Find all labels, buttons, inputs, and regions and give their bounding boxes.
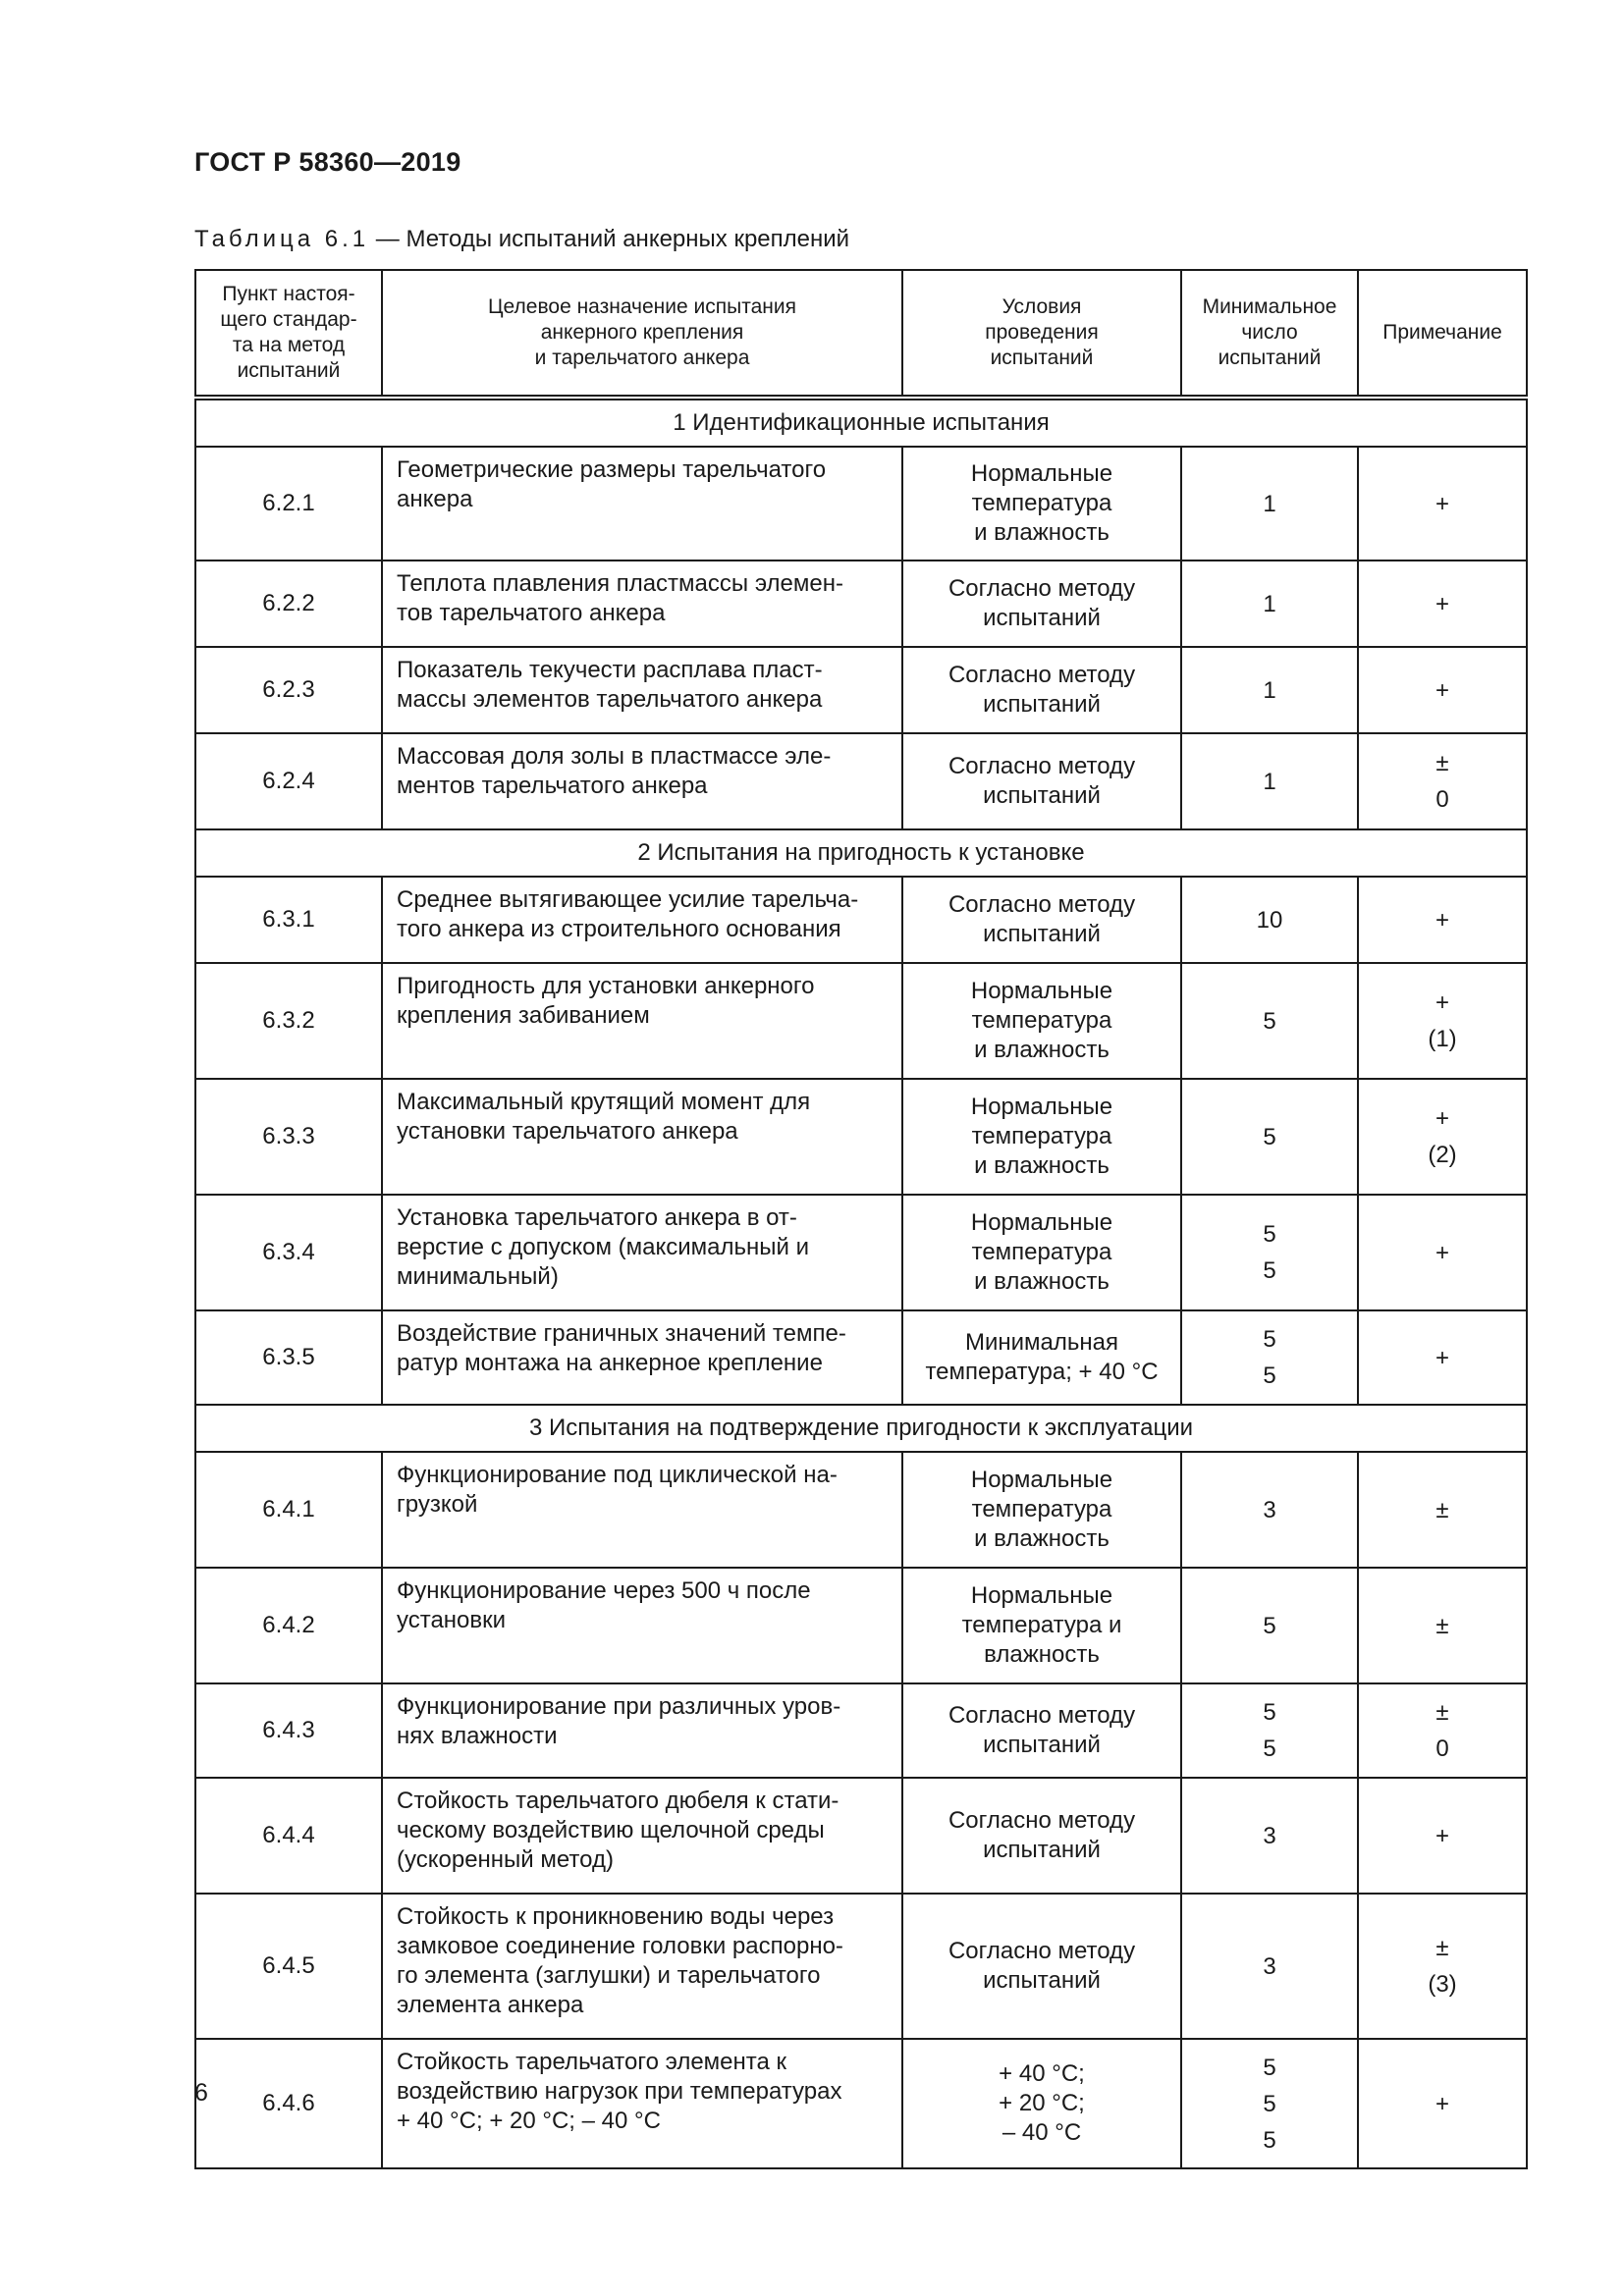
table-row [195,1568,1527,1683]
conditions-cell-value: влажность [984,1641,1100,1668]
count-cell-values [1192,1216,1347,1289]
conditions-cell-value: – 40 °С [1001,2119,1082,2146]
note-cell [1358,877,1527,963]
purpose-cell [382,647,902,733]
conditions-cell-values [913,574,1170,633]
count-cell-value: 5 [1263,2126,1276,2154]
table-row [195,447,1527,561]
note-cell [1358,1452,1527,1568]
note-cell-values [1369,745,1516,818]
conditions-cell-value: Согласно методу [947,753,1136,779]
note-cell-values [1369,1235,1516,1271]
page-number: 6 [194,2079,208,2107]
note-cell [1358,1568,1527,1683]
table-caption-title: — Методы испытаний анкерных креплений [369,226,850,252]
conditions-cell-values [913,1937,1170,1996]
note-cell [1358,963,1527,1079]
count-cell-value: 5 [1263,1699,1276,1726]
note-cell-value: ± [1435,1699,1449,1726]
table-row [195,2039,1527,2168]
column-header-clause [195,270,382,398]
column-header-line: число [1241,321,1298,344]
count-cell [1181,1195,1358,1310]
note-cell-values [1369,586,1516,622]
note-cell-value: + [1435,906,1449,934]
note-cell-values [1369,1608,1516,1644]
purpose-line: воздействию нагрузок при температурах [397,2078,842,2105]
conditions-cell-value: температура; + 40 °С [925,1359,1159,1385]
note-cell-value: (3) [1428,1971,1457,1998]
count-cell-values [1192,764,1347,800]
purpose-line: Стойкость к проникновению воды через [397,1903,835,1930]
note-cell-values [1369,1340,1516,1376]
column-header-line: та на метод [232,334,346,356]
count-cell-value: 1 [1263,676,1276,704]
purpose-line: Стойкость тарельчатого дюбеля к стати- [397,1788,839,1814]
count-cell-values [1192,902,1347,938]
purpose-line: анкера [397,486,473,512]
conditions-cell-value: температура [971,490,1112,516]
conditions-cell-values [913,1581,1170,1670]
count-cell-values [1192,1694,1347,1767]
purpose-cell [382,1452,902,1568]
purpose-cell [382,1195,902,1310]
note-cell-value: 0 [1435,1735,1449,1762]
conditions-cell-value: Согласно методу [947,891,1136,918]
note-cell-values [1369,672,1516,709]
purpose-line: Функционирование при различных уров- [397,1693,841,1720]
column-header-line: Целевое назначение испытания [488,295,796,318]
table-row [195,877,1527,963]
section-row [195,398,1527,447]
conditions-cell-value: и влажность [974,1152,1110,1179]
note-cell-values [1369,1694,1516,1767]
count-cell-values [1192,672,1347,709]
clause-cell: 6.3.4 [195,1195,382,1310]
conditions-cell-value: Нормальные [970,978,1113,1004]
table-row [195,647,1527,733]
count-cell [1181,1894,1358,2039]
count-cell-values [1192,1949,1347,1985]
count-cell [1181,1683,1358,1778]
clause-cell: 6.4.4 [195,1778,382,1894]
conditions-cell-values [913,1701,1170,1760]
purpose-line: Среднее вытягивающее усилие тарельча- [397,886,859,913]
purpose-line: замковое соединение головки распорно- [397,1933,843,1959]
conditions-cell [902,1683,1181,1778]
note-cell-value: (1) [1428,1026,1457,1052]
purpose-line: верстие с допуском (максимальный и [397,1234,809,1260]
conditions-cell [902,1778,1181,1894]
purpose-cell [382,447,902,561]
count-cell [1181,1079,1358,1195]
note-cell [1358,1778,1527,1894]
count-cell [1181,447,1358,561]
conditions-cell-value: температура [971,1007,1112,1034]
count-cell-values [1192,1608,1347,1644]
clause-cell: 6.3.2 [195,963,382,1079]
note-cell-values [1369,1930,1516,2002]
conditions-cell-values [913,977,1170,1065]
note-cell [1358,1683,1527,1778]
purpose-line: ментов тарельчатого анкера [397,773,708,799]
conditions-cell [902,2039,1181,2168]
column-header-purpose [382,270,902,398]
conditions-cell-value: Нормальные [970,460,1113,487]
purpose-cell [382,561,902,647]
table-row [195,963,1527,1079]
clause-cell: 6.4.6 [195,2039,382,2168]
conditions-cell [902,1195,1181,1310]
note-cell-value: + [1435,1822,1449,1849]
column-header-line: щего стандар- [220,308,357,331]
count-cell-value: 5 [1263,1735,1276,1762]
section-row [195,829,1527,877]
note-cell-value: ± [1435,1612,1449,1639]
count-cell-values [1192,1003,1347,1040]
column-header-line: проведения [985,321,1099,344]
conditions-cell-value: испытаний [983,1837,1101,1863]
count-cell-value: 5 [1263,1362,1276,1389]
note-cell-values [1369,902,1516,938]
purpose-line: Установка тарельчатого анкера в от- [397,1204,797,1231]
conditions-cell [902,733,1181,829]
note-cell-value: + [1435,590,1449,617]
table-caption [194,226,849,253]
conditions-cell-value: испытаний [983,1967,1101,1994]
conditions-cell [902,647,1181,733]
count-cell-value: 3 [1263,1952,1276,1980]
count-cell-values [1192,586,1347,622]
conditions-cell-value: и влажность [974,519,1110,546]
test-methods-table [194,269,1528,2169]
conditions-cell-values [913,752,1170,811]
conditions-cell-value: испытаний [983,1732,1101,1758]
count-cell-value: 5 [1263,2090,1276,2117]
purpose-line: Функционирование через 500 ч после [397,1577,811,1604]
purpose-line: установки [397,1607,507,1633]
conditions-cell-values [913,1208,1170,1297]
conditions-cell-value: + 40 °С; [999,2060,1085,2087]
column-header-line: Минимальное [1202,295,1337,318]
column-header-note [1358,270,1527,398]
note-cell-value: 0 [1435,786,1449,813]
note-cell [1358,647,1527,733]
conditions-cell [902,1310,1181,1405]
conditions-cell-value: и влажность [974,1525,1110,1552]
document-code: ГОСТ Р 58360—2019 [194,147,461,177]
note-cell-value: (2) [1428,1142,1457,1168]
count-cell-value: 1 [1263,590,1276,617]
table-row [195,1310,1527,1405]
note-cell [1358,1310,1527,1405]
conditions-cell-value: + 20 °С; [999,2090,1085,2116]
clause-cell: 6.2.3 [195,647,382,733]
note-cell-value: ± [1435,1935,1449,1961]
note-cell-values [1369,1818,1516,1854]
note-cell [1358,1195,1527,1310]
count-cell [1181,1310,1358,1405]
purpose-line: Пригодность для установки анкерного [397,973,815,999]
purpose-line: ческому воздействию щелочной среды [397,1817,825,1843]
note-cell-value: + [1435,2090,1449,2117]
clause-cell: 6.3.3 [195,1079,382,1195]
conditions-cell [902,1894,1181,2039]
purpose-line: тов тарельчатого анкера [397,600,666,626]
purpose-cell [382,877,902,963]
note-cell-value: + [1435,1239,1449,1266]
conditions-cell-value: Нормальные [970,1209,1113,1236]
conditions-cell-value: Согласно методу [947,662,1136,688]
purpose-line: Воздействие граничных значений темпе- [397,1320,846,1347]
note-cell-values [1369,985,1516,1057]
note-cell-values [1369,1100,1516,1173]
conditions-cell-value: и влажность [974,1268,1110,1295]
column-header-line: Пункт настоя- [222,283,355,305]
count-cell-value: 5 [1263,1257,1276,1284]
purpose-line: Теплота плавления пластмассы элемен- [397,570,843,597]
purpose-line: (ускоренный метод) [397,1846,614,1873]
table-row [195,1195,1527,1310]
conditions-cell-value: Согласно методу [947,575,1136,602]
count-cell [1181,647,1358,733]
conditions-cell-values [913,459,1170,548]
table-row [195,733,1527,829]
conditions-cell-values [913,1328,1170,1387]
section-title: 1 Идентификационные испытания [195,398,1527,447]
count-cell [1181,1452,1358,1568]
purpose-line: ратур монтажа на анкерное крепление [397,1350,823,1376]
conditions-cell-values [913,1806,1170,1865]
count-cell-value: 5 [1263,1221,1276,1248]
conditions-cell-values [913,661,1170,720]
note-cell-values [1369,486,1516,522]
purpose-cell [382,1894,902,2039]
conditions-cell [902,877,1181,963]
clause-cell: 6.3.5 [195,1310,382,1405]
count-cell-value: 5 [1263,2054,1276,2081]
count-cell-value: 5 [1263,1612,1276,1639]
column-header-line: анкерного крепления [540,321,744,344]
purpose-line: грузкой [397,1491,478,1518]
purpose-line: Массовая доля золы в пластмассе эле- [397,743,832,770]
count-cell-values [1192,2050,1347,2159]
purpose-cell [382,963,902,1079]
conditions-cell-values [913,890,1170,949]
table-row [195,561,1527,647]
table-row [195,1778,1527,1894]
column-header-conditions [902,270,1181,398]
purpose-line: Показатель текучести расплава пласт- [397,657,823,683]
note-cell [1358,2039,1527,2168]
table-caption-prefix: Таблица 6.1 [194,226,370,252]
conditions-cell-value: испытаний [983,691,1101,718]
purpose-line: го элемента (заглушки) и тарельчатого [397,1962,821,1989]
conditions-cell [902,1079,1181,1195]
clause-cell: 6.2.2 [195,561,382,647]
column-header-count [1181,270,1358,398]
purpose-line: Функционирование под циклической на- [397,1462,838,1488]
purpose-cell [382,1778,902,1894]
conditions-cell-values [913,1466,1170,1554]
note-cell-value: + [1435,1344,1449,1371]
count-cell-values [1192,486,1347,522]
note-cell-value: ± [1435,750,1449,776]
note-cell [1358,561,1527,647]
note-cell-value: + [1435,490,1449,517]
count-cell [1181,1568,1358,1683]
purpose-line: минимальный) [397,1263,559,1290]
count-cell [1181,2039,1358,2168]
conditions-cell-value: температура и [961,1612,1122,1638]
count-cell-value: 5 [1263,1007,1276,1035]
count-cell-value: 3 [1263,1496,1276,1523]
table-row [195,1894,1527,2039]
table-row [195,1683,1527,1778]
conditions-cell-value: и влажность [974,1037,1110,1063]
table-header-row [195,270,1527,398]
conditions-cell-value: испытаний [983,605,1101,631]
purpose-line: элемента анкера [397,1992,584,2018]
note-cell-values [1369,1492,1516,1528]
note-cell-values [1369,2086,1516,2122]
conditions-cell-value: Нормальные [970,1467,1113,1493]
clause-cell: 6.4.3 [195,1683,382,1778]
note-cell [1358,447,1527,561]
clause-cell: 6.2.4 [195,733,382,829]
count-cell [1181,877,1358,963]
table-row [195,1079,1527,1195]
count-cell-values [1192,1818,1347,1854]
conditions-cell-value: Нормальные [970,1094,1113,1120]
count-cell [1181,733,1358,829]
count-cell-values [1192,1119,1347,1155]
note-cell [1358,1894,1527,2039]
count-cell-values [1192,1492,1347,1528]
conditions-cell-value: испытаний [983,921,1101,947]
table-header [195,270,1527,398]
note-cell [1358,733,1527,829]
note-cell-value: + [1435,676,1449,704]
count-cell [1181,561,1358,647]
count-cell-value: 3 [1263,1822,1276,1849]
conditions-cell [902,1568,1181,1683]
conditions-cell-value: температура [971,1123,1112,1149]
column-header-line: испытаний [237,359,341,382]
conditions-cell [902,447,1181,561]
column-header-line: Условия [1001,295,1082,318]
purpose-line: + 40 °С; + 20 °С; – 40 °С [397,2108,661,2134]
count-cell-values [1192,1321,1347,1394]
clause-cell: 6.4.5 [195,1894,382,2039]
column-header-line: испытаний [990,347,1094,369]
table-row [195,1452,1527,1568]
count-cell-value: 5 [1263,1326,1276,1353]
count-cell-value: 1 [1263,490,1276,517]
conditions-cell-value: Нормальные [970,1582,1113,1609]
conditions-cell-values [913,2059,1170,2148]
section-row [195,1405,1527,1452]
count-cell [1181,1778,1358,1894]
purpose-cell [382,2039,902,2168]
column-header-line: испытаний [1218,347,1322,369]
purpose-line: массы элементов тарельчатого анкера [397,686,823,713]
purpose-cell [382,1568,902,1683]
conditions-cell-value: температура [971,1496,1112,1522]
note-cell-value: + [1435,989,1449,1016]
column-header-line: Примечание [1382,321,1502,344]
clause-cell: 6.2.1 [195,447,382,561]
count-cell-value: 5 [1263,1123,1276,1150]
purpose-cell [382,1079,902,1195]
conditions-cell-value: Согласно методу [947,1702,1136,1729]
purpose-cell [382,1683,902,1778]
conditions-cell [902,963,1181,1079]
conditions-cell-value: испытаний [983,782,1101,809]
conditions-cell-value: температура [971,1239,1112,1265]
clause-cell: 6.3.1 [195,877,382,963]
conditions-cell-value: Согласно методу [947,1807,1136,1834]
purpose-line: установки тарельчатого анкера [397,1118,738,1145]
note-cell-value: ± [1435,1496,1449,1523]
conditions-cell [902,561,1181,647]
purpose-line: нях влажности [397,1723,558,1749]
purpose-line: крепления забиванием [397,1002,650,1029]
column-header-line: и тарельчатого анкера [534,347,750,369]
conditions-cell-value: Минимальная [964,1329,1118,1356]
purpose-line: Максимальный крутящий момент для [397,1089,811,1115]
count-cell [1181,963,1358,1079]
section-title: 2 Испытания на пригодность к установке [195,829,1527,877]
purpose-line: того анкера из строительного основания [397,916,841,942]
table-body [195,398,1527,2168]
conditions-cell [902,1452,1181,1568]
purpose-cell [382,1310,902,1405]
section-title: 3 Испытания на подтверждение пригодности к эксплуатации [195,1405,1527,1452]
count-cell-value: 1 [1263,768,1276,795]
count-cell-value: 10 [1256,906,1283,934]
note-cell-value: + [1435,1105,1449,1132]
purpose-line: Геометрические размеры тарельчатого [397,456,827,483]
purpose-cell [382,733,902,829]
note-cell [1358,1079,1527,1195]
purpose-line: Стойкость тарельчатого элемента к [397,2049,787,2075]
conditions-cell-value: Согласно методу [947,1938,1136,1964]
clause-cell: 6.4.2 [195,1568,382,1683]
clause-cell: 6.4.1 [195,1452,382,1568]
conditions-cell-values [913,1093,1170,1181]
